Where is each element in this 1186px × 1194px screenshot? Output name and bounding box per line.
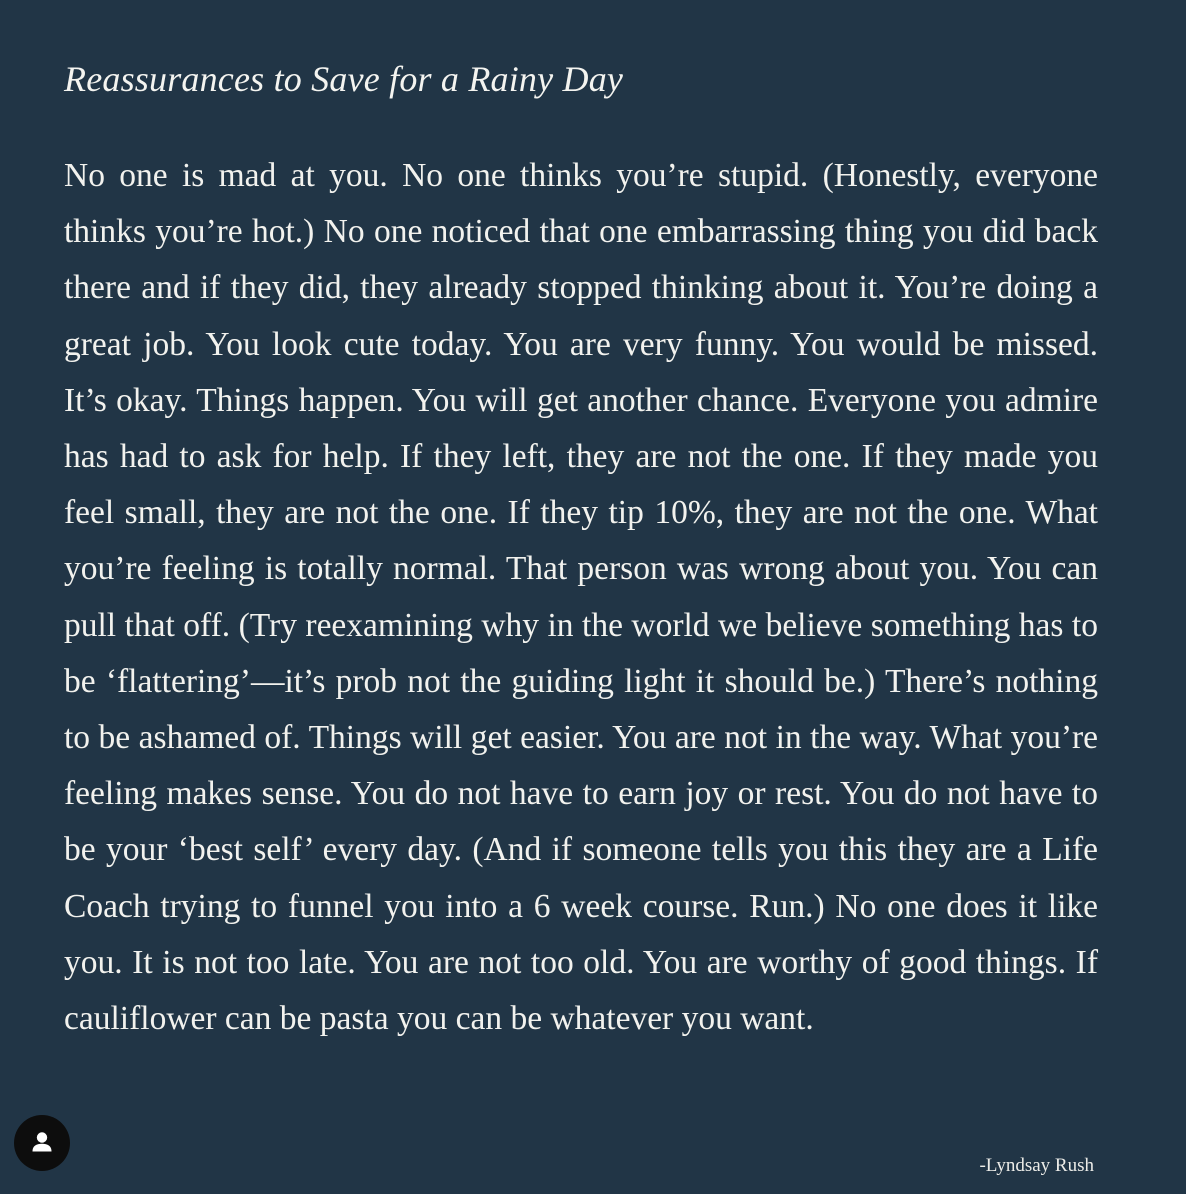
user-icon xyxy=(14,1115,70,1171)
profile-button[interactable] xyxy=(14,1115,70,1171)
post-body-text: No one is mad at you. No one thinks you’re stupid. (Honestly, everyone thinks you’re hot.) No one noticed that one embarrassing thing you did back there and if they did, they already stopped thinking about it. You’re doing a great job. You look cute today. You are very funny. You would be missed. It’s okay. Things happen. You will get another chance. Everyone you admire has had to ask for help. If they left, they are not the one. If they made you feel small, they are not the one. If they tip 10%, they are not the one. What you’re feeling is totally normal. That person was wrong about you. You can pull that off. (Try reexamining why in the world we believe something has to be ‘flattering’—it’s prob not the guiding light it should be.) There’s nothing to be ashamed of. Things will get easier. You are not in the way. What you’re feeling makes sense. You do not have to earn joy or rest. You do not have to be your ‘best self’ every day. (And if someone tells you this they are a Life Coach trying to funnel you into a 6 week course. Run.) No one does it like you. It is not too late. You are not too old. You are worthy of good things. If cauliflower can be pasta you can be whatever you want. xyxy=(64,157,1098,1038)
post-attribution: -Lyndsay Rush xyxy=(979,1155,1094,1176)
post-title: Reassurances to Save for a Rainy Day xyxy=(64,59,624,99)
